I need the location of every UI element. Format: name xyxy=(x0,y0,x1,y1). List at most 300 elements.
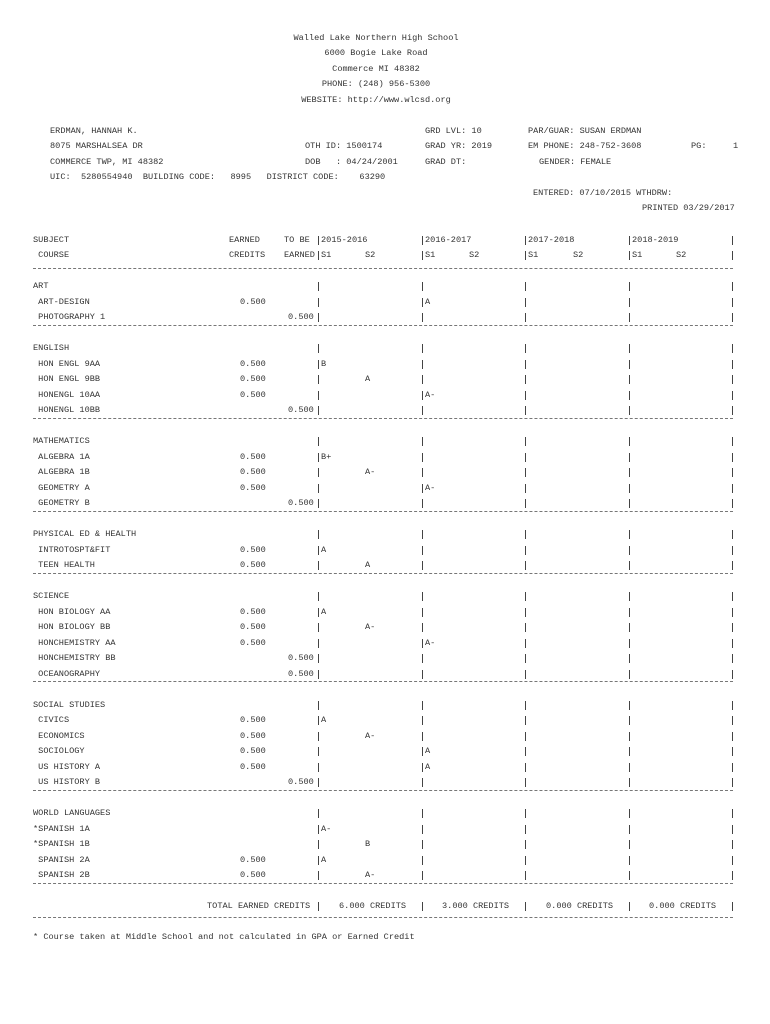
column-separator xyxy=(525,298,526,307)
column-separator xyxy=(525,360,526,369)
header-year-2: 2016-2017 xyxy=(425,235,472,245)
column-separator xyxy=(629,670,630,679)
course-name: HON ENGL 9AA xyxy=(33,358,101,369)
section-divider xyxy=(33,325,733,326)
column-separator xyxy=(629,251,630,260)
column-separator xyxy=(318,871,319,880)
column-separator xyxy=(422,468,423,477)
course-name: OCEANOGRAPHY xyxy=(33,668,101,679)
column-separator xyxy=(629,592,630,601)
column-separator xyxy=(422,484,423,493)
column-separator xyxy=(629,499,630,508)
column-separator xyxy=(318,251,319,260)
column-separator xyxy=(525,670,526,679)
parent-guardian: PAR/GUAR: SUSAN ERDMAN xyxy=(528,126,642,136)
entered-date: ENTERED: 07/10/2015 WTHDRW: xyxy=(533,188,673,198)
course-grade: A xyxy=(425,746,431,756)
course-grade: A xyxy=(425,296,431,307)
totals-divider xyxy=(33,917,733,918)
column-separator xyxy=(732,856,733,865)
column-separator xyxy=(318,747,319,756)
earned-credits: 0.500 xyxy=(240,854,266,865)
column-separator xyxy=(732,902,733,911)
student-grad-date: GRAD DT: xyxy=(425,157,467,167)
column-separator xyxy=(732,701,733,710)
column-separator xyxy=(318,639,319,648)
column-separator xyxy=(422,825,423,834)
section-divider xyxy=(33,511,733,512)
column-separator xyxy=(422,360,423,369)
student-codes: UIC: 5280554940 BUILDING CODE: 8995 DISTRICT CODE: 63290 xyxy=(50,172,386,182)
course-name: INTROTOSPT&FIT xyxy=(33,544,111,555)
course-name: CIVICS xyxy=(33,715,70,725)
total-credits-2016-2017: 3.000 CREDITS xyxy=(442,901,510,911)
column-separator xyxy=(525,809,526,818)
course-grade: A- xyxy=(365,467,376,477)
column-separator xyxy=(525,406,526,415)
column-separator xyxy=(629,639,630,648)
column-separator xyxy=(318,406,319,415)
column-separator xyxy=(318,546,319,555)
course-name: GEOMETRY A xyxy=(33,482,90,493)
column-separator xyxy=(422,871,423,880)
column-separator xyxy=(422,902,423,911)
column-separator xyxy=(422,561,423,570)
student-street: 8075 MARSHALSEA DR xyxy=(50,141,143,151)
course-name: SPANISH 2A xyxy=(33,854,90,865)
column-separator xyxy=(525,453,526,462)
header-to-be: TO BE xyxy=(284,235,310,245)
earned-credits: 0.500 xyxy=(240,622,266,632)
column-separator xyxy=(318,453,319,462)
column-separator xyxy=(525,437,526,446)
section-divider xyxy=(33,681,733,682)
column-separator xyxy=(525,561,526,570)
to-be-earned-credits: 0.500 xyxy=(288,653,314,663)
course-grade: B xyxy=(321,358,327,369)
earned-credits: 0.500 xyxy=(240,761,266,772)
column-separator xyxy=(318,701,319,710)
header-s1-y2: S1 xyxy=(425,250,436,260)
column-separator xyxy=(732,406,733,415)
to-be-earned-credits: 0.500 xyxy=(288,312,314,322)
column-separator xyxy=(732,546,733,555)
course-name: SOCIOLOGY xyxy=(33,746,85,756)
column-separator xyxy=(732,871,733,880)
column-separator xyxy=(629,654,630,663)
course-name: HONENGL 10BB xyxy=(33,405,101,415)
earned-credits: 0.500 xyxy=(240,870,266,880)
column-separator xyxy=(525,623,526,632)
course-grade: B+ xyxy=(321,451,332,462)
column-separator xyxy=(422,282,423,291)
column-separator xyxy=(318,856,319,865)
column-separator xyxy=(525,654,526,663)
column-separator xyxy=(525,236,526,245)
column-separator xyxy=(525,825,526,834)
column-separator xyxy=(629,701,630,710)
column-separator xyxy=(422,778,423,787)
column-separator xyxy=(525,375,526,384)
column-separator xyxy=(629,437,630,446)
earned-credits: 0.500 xyxy=(240,296,266,307)
column-separator xyxy=(318,344,319,353)
course-grade: A xyxy=(365,374,371,384)
column-separator xyxy=(732,623,733,632)
column-separator xyxy=(732,592,733,601)
column-separator xyxy=(629,825,630,834)
earned-credits: 0.500 xyxy=(240,606,266,617)
printed-date: PRINTED 03/29/2017 xyxy=(642,203,735,213)
earned-credits: 0.500 xyxy=(240,560,266,570)
earned-credits: 0.500 xyxy=(240,467,266,477)
earned-credits: 0.500 xyxy=(240,451,266,462)
column-separator xyxy=(525,592,526,601)
earned-credits: 0.500 xyxy=(240,374,266,384)
column-separator xyxy=(525,840,526,849)
column-separator xyxy=(732,453,733,462)
column-separator xyxy=(732,561,733,570)
column-separator xyxy=(629,716,630,725)
earned-credits: 0.500 xyxy=(240,389,266,400)
column-separator xyxy=(318,236,319,245)
header-s2-y1: S2 xyxy=(365,250,376,260)
column-separator xyxy=(629,360,630,369)
course-name: ALGEBRA 1A xyxy=(33,451,90,462)
to-be-earned-credits: 0.500 xyxy=(288,498,314,508)
column-separator xyxy=(732,530,733,539)
course-grade: A xyxy=(425,761,431,772)
column-separator xyxy=(732,654,733,663)
column-separator xyxy=(732,484,733,493)
column-separator xyxy=(525,499,526,508)
course-name: PHOTOGRAPHY 1 xyxy=(33,312,106,322)
course-name: ALGEBRA 1B xyxy=(33,467,90,477)
column-separator xyxy=(318,360,319,369)
column-separator xyxy=(422,623,423,632)
student-name: ERDMAN, HANNAH K. xyxy=(50,126,138,136)
column-separator xyxy=(732,391,733,400)
page-number: 1 xyxy=(733,141,739,151)
earned-credits: 0.500 xyxy=(240,358,266,369)
column-separator xyxy=(318,592,319,601)
column-separator xyxy=(422,499,423,508)
column-separator xyxy=(422,546,423,555)
column-separator xyxy=(422,639,423,648)
header-subject: SUBJECT xyxy=(33,235,70,245)
course-name: ECONOMICS xyxy=(33,730,85,741)
student-oth-id: OTH ID: 1500174 xyxy=(305,141,383,151)
column-separator xyxy=(629,344,630,353)
column-separator xyxy=(629,856,630,865)
column-separator xyxy=(629,561,630,570)
course-grade: A xyxy=(321,715,327,725)
course-grade: A- xyxy=(425,389,436,400)
column-separator xyxy=(629,778,630,787)
column-separator xyxy=(422,251,423,260)
header-s2-y2: S2 xyxy=(469,250,480,260)
column-separator xyxy=(732,236,733,245)
column-separator xyxy=(422,670,423,679)
column-separator xyxy=(525,716,526,725)
column-separator xyxy=(629,313,630,322)
earned-credits: 0.500 xyxy=(240,746,266,756)
column-separator xyxy=(629,484,630,493)
subject-heading: PHYSICAL ED & HEALTH xyxy=(33,529,137,539)
column-separator xyxy=(318,902,319,911)
column-separator xyxy=(525,747,526,756)
earned-credits: 0.500 xyxy=(240,715,266,725)
column-separator xyxy=(422,298,423,307)
column-separator xyxy=(629,763,630,772)
column-separator xyxy=(732,298,733,307)
student-dob: DOB : 04/24/2001 xyxy=(305,157,398,167)
earned-credits: 0.500 xyxy=(240,482,266,493)
column-separator xyxy=(525,639,526,648)
course-name: ART-DESIGN xyxy=(33,296,90,307)
column-separator xyxy=(422,716,423,725)
column-separator xyxy=(732,608,733,617)
school-city: Commerce MI 48382 xyxy=(332,64,420,74)
column-separator xyxy=(629,608,630,617)
column-separator xyxy=(629,546,630,555)
header-course: COURSE xyxy=(33,250,70,260)
column-separator xyxy=(732,747,733,756)
column-separator xyxy=(525,856,526,865)
column-separator xyxy=(732,763,733,772)
column-separator xyxy=(629,468,630,477)
column-separator xyxy=(422,313,423,322)
column-separator xyxy=(732,825,733,834)
column-separator xyxy=(629,809,630,818)
column-separator xyxy=(422,375,423,384)
column-separator xyxy=(629,840,630,849)
column-separator xyxy=(525,701,526,710)
course-name: HON BIOLOGY AA xyxy=(33,606,111,617)
to-be-earned-credits: 0.500 xyxy=(288,405,314,415)
column-separator xyxy=(525,313,526,322)
course-grade: A- xyxy=(365,730,376,741)
course-name: *SPANISH 1A xyxy=(33,823,90,834)
subject-heading: ENGLISH xyxy=(33,343,70,353)
total-credits-2018-2019: 0.000 CREDITS xyxy=(649,901,717,911)
column-separator xyxy=(732,468,733,477)
course-name: HONCHEMISTRY BB xyxy=(33,653,116,663)
column-separator xyxy=(318,654,319,663)
column-separator xyxy=(525,391,526,400)
course-name: *SPANISH 1B xyxy=(33,839,90,849)
total-credits-2015-2016: 6.000 CREDITS xyxy=(339,901,407,911)
column-separator xyxy=(732,499,733,508)
column-separator xyxy=(525,778,526,787)
column-separator xyxy=(422,406,423,415)
column-separator xyxy=(318,778,319,787)
column-separator xyxy=(318,313,319,322)
column-separator xyxy=(318,623,319,632)
subject-heading: SOCIAL STUDIES xyxy=(33,699,106,710)
to-be-earned-credits: 0.500 xyxy=(288,777,314,787)
column-separator xyxy=(422,391,423,400)
column-separator xyxy=(732,639,733,648)
column-separator xyxy=(422,530,423,539)
header-earned: EARNED xyxy=(229,235,260,245)
column-separator xyxy=(318,499,319,508)
school-address: 6000 Bogie Lake Road xyxy=(324,48,428,58)
column-separator xyxy=(629,623,630,632)
total-credits-2017-2018: 0.000 CREDITS xyxy=(546,901,614,911)
column-separator xyxy=(318,670,319,679)
page-label: PG: xyxy=(691,141,707,151)
column-separator xyxy=(525,251,526,260)
column-separator xyxy=(525,763,526,772)
column-separator xyxy=(629,732,630,741)
column-separator xyxy=(422,437,423,446)
subject-heading: WORLD LANGUAGES xyxy=(33,808,111,818)
course-grade: A xyxy=(321,854,327,865)
course-name: HON ENGL 9BB xyxy=(33,374,101,384)
column-separator xyxy=(629,391,630,400)
course-name: US HISTORY B xyxy=(33,777,101,787)
column-separator xyxy=(629,871,630,880)
column-separator xyxy=(732,344,733,353)
course-grade: A xyxy=(321,544,327,555)
course-name: HON BIOLOGY BB xyxy=(33,622,111,632)
total-earned-credits-label: TOTAL EARNED CREDITS xyxy=(207,901,311,911)
column-separator xyxy=(629,902,630,911)
section-divider xyxy=(33,573,733,574)
column-separator xyxy=(732,778,733,787)
column-separator xyxy=(629,298,630,307)
section-divider xyxy=(33,418,733,419)
earned-credits: 0.500 xyxy=(240,730,266,741)
column-separator xyxy=(629,282,630,291)
course-name: GEOMETRY B xyxy=(33,498,90,508)
header-s1-y4: S1 xyxy=(632,250,643,260)
column-separator xyxy=(629,530,630,539)
course-name: HONCHEMISTRY AA xyxy=(33,637,116,648)
course-grade: A xyxy=(365,560,371,570)
to-be-earned-credits: 0.500 xyxy=(288,668,314,679)
column-separator xyxy=(525,282,526,291)
column-separator xyxy=(318,809,319,818)
column-separator xyxy=(525,530,526,539)
subject-heading: SCIENCE xyxy=(33,591,70,601)
column-separator xyxy=(318,298,319,307)
column-separator xyxy=(318,608,319,617)
column-separator xyxy=(422,344,423,353)
column-separator xyxy=(318,825,319,834)
student-gender: GENDER: FEMALE xyxy=(539,157,612,167)
column-separator xyxy=(732,670,733,679)
column-separator xyxy=(318,716,319,725)
column-separator xyxy=(422,732,423,741)
column-separator xyxy=(422,608,423,617)
column-separator xyxy=(422,856,423,865)
header-year-4: 2018-2019 xyxy=(632,235,679,245)
column-separator xyxy=(525,871,526,880)
earned-credits: 0.500 xyxy=(240,637,266,648)
course-grade: A xyxy=(321,606,327,617)
column-separator xyxy=(318,561,319,570)
header-to-be-earned: EARNED xyxy=(284,250,315,260)
subject-heading: ART xyxy=(33,281,49,291)
column-separator xyxy=(422,654,423,663)
column-separator xyxy=(422,840,423,849)
column-separator xyxy=(525,732,526,741)
column-separator xyxy=(318,530,319,539)
column-separator xyxy=(318,484,319,493)
column-separator xyxy=(422,809,423,818)
course-name: SPANISH 2B xyxy=(33,870,90,880)
subject-heading: MATHEMATICS xyxy=(33,436,90,446)
header-s2-y4: S2 xyxy=(676,250,687,260)
column-separator xyxy=(732,716,733,725)
course-grade: A- xyxy=(425,482,436,493)
header-s1-y1: S1 xyxy=(321,250,332,260)
course-name: US HISTORY A xyxy=(33,761,101,772)
column-separator xyxy=(318,468,319,477)
column-separator xyxy=(422,701,423,710)
section-divider xyxy=(33,883,733,884)
column-separator xyxy=(525,344,526,353)
column-separator xyxy=(732,732,733,741)
section-divider xyxy=(33,268,733,269)
course-name: HONENGL 10AA xyxy=(33,389,101,400)
header-year-3: 2017-2018 xyxy=(528,235,575,245)
school-name: Walled Lake Northern High School xyxy=(293,33,459,43)
student-city: COMMERCE TWP, MI 48382 xyxy=(50,157,164,167)
column-separator xyxy=(629,747,630,756)
column-separator xyxy=(732,251,733,260)
emergency-phone: EM PHONE: 248-752-3608 xyxy=(528,141,642,151)
student-grad-year: GRAD YR: 2019 xyxy=(425,141,493,151)
earned-credits: 0.500 xyxy=(240,544,266,555)
header-year-1: 2015-2016 xyxy=(321,235,368,245)
column-separator xyxy=(318,732,319,741)
column-separator xyxy=(422,453,423,462)
column-separator xyxy=(732,809,733,818)
column-separator xyxy=(525,484,526,493)
column-separator xyxy=(629,236,630,245)
column-separator xyxy=(732,282,733,291)
section-divider xyxy=(33,790,733,791)
course-grade: A- xyxy=(365,622,376,632)
column-separator xyxy=(422,236,423,245)
column-separator xyxy=(525,608,526,617)
header-credits: CREDITS xyxy=(229,250,266,260)
column-separator xyxy=(732,840,733,849)
school-website: WEBSITE: http://www.wlcsd.org xyxy=(301,95,451,105)
column-separator xyxy=(629,453,630,462)
course-grade: A- xyxy=(365,870,376,880)
column-separator xyxy=(732,313,733,322)
column-separator xyxy=(629,375,630,384)
course-grade: A- xyxy=(425,637,436,648)
column-separator xyxy=(525,546,526,555)
course-grade: A- xyxy=(321,823,332,834)
header-s1-y3: S1 xyxy=(528,250,539,260)
column-separator xyxy=(318,840,319,849)
column-separator xyxy=(732,437,733,446)
column-separator xyxy=(422,592,423,601)
school-phone: PHONE: (248) 956-5300 xyxy=(321,79,431,89)
column-separator xyxy=(422,747,423,756)
column-separator xyxy=(732,375,733,384)
column-separator xyxy=(422,763,423,772)
column-separator xyxy=(318,375,319,384)
student-grade-level: GRD LVL: 10 xyxy=(425,126,482,136)
column-separator xyxy=(318,437,319,446)
